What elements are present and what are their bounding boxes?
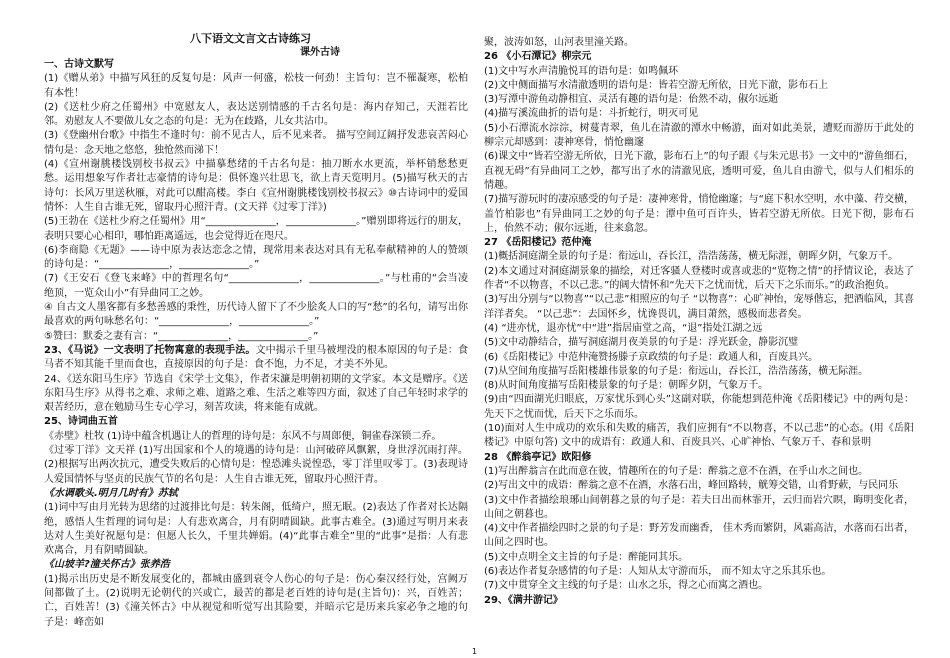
text-line: (1)概括洞庭湖全景的句子是：衔远山，吞长江，浩浩荡荡，横无际涯，朝晖夕阴，气象万千。 xyxy=(484,251,899,263)
text-line: (4) “进亦忧，退亦忧”中“进”指居庙堂之高，“退”指处江湖之远 xyxy=(484,322,763,334)
text-line: (6)表达作者复杂感情的句子是：人知从太守游而乐， 而不知太守之乐其乐也。 xyxy=(484,565,832,577)
document-title: 八下语文文言文古诗练习 xyxy=(190,32,311,45)
page-number: 1 xyxy=(472,647,478,656)
text-line: (1)揭示出历史是不断发展变化的，都城由盛到衰令人伤心的句子是：伤心秦汉经行处，宫阙万间都做了土。(2)说明无论朝代的兴或亡，最苦的都是老百姓的诗句是(主旨句)：兴，百姓苦；亡，百姓苦！(3)《潼关怀古》中从视觉和听觉写出其险要，并暗示它是历来兵家必争之地的句子是：峰峦如 xyxy=(44,573,468,628)
section-heading: 25、诗词曲五首 xyxy=(44,416,118,428)
text-line: 24、《送东阳马生序》节选自《宋学士文集》，作者宋濂是明朝初期的文学家。本文是赠序。《送东阳马生序》从得书之难、求师之难、道路之难、生活之难等四方面，叙述了自己年轻时求学的艰苦经历，意在勉励马生专心学习，刻苦攻读，将来能有成就。 xyxy=(44,373,468,414)
text-line: (4)文中作者描绘四时之景的句子是：野芳发而幽香， 佳木秀而繁阴，风霜高洁，水落而石出者，山间之四时也。 xyxy=(484,523,914,549)
right-column xyxy=(484,36,914,608)
text-line: (10)面对人生中成功的欢乐和失败的痛苦，我们应拥有“不以物喜，不以己悲”的心态。(用《岳阳楼记》中原句答) 文中的成语有：政通人和、百废具兴、心旷神怡、气象万千、春和景明 xyxy=(484,423,914,449)
text-line: (2)《送杜少府之任蜀州》中宽慰友人，表达送别情感的千古名句是：海内存知己，天涯若比邻。劝慰友人不要做儿女之态的句是：无为在歧路，儿女共沾巾。 xyxy=(44,101,468,128)
text-line: (3)写潭中游鱼动静相宜、灵活有趣的语句是：佁然不动，俶尔远逝 xyxy=(484,94,779,106)
text-line: ⑤赞曰：默委之妻有言：“______________，______________。” xyxy=(44,330,319,342)
text-line: (8)从时间角度描写岳阳楼景象的句子是：朝晖夕阴，气象万千。 xyxy=(484,380,769,392)
text-line: 《过零丁洋》文天祥 (1)写出国家和个人的境遇的诗句是：山河破碎风飘絮，身世浮沉雨打萍。(2)根据写出两次抗元，遭受失败后的心情句是：惶恐滩头说惶恐，零丁洋里叹零丁。(3)表现诗人爱国情怀与坚贞的民族气节的名句是：人生自古谁无死，留取丹心照汗青。 xyxy=(44,445,468,485)
lesson-heading: 28 《醉翁亭记》欧阳修 xyxy=(484,451,592,463)
text-line: (2)文中侧面描写水清澈透明的语句是：皆若空游无所依，日光下澈，影布石上 xyxy=(484,79,829,91)
section-heading: 一、古诗文默写 xyxy=(44,59,114,70)
ma-shuo-heading: 23、《马说》一文表明了托物寓意的表现手法。 xyxy=(44,344,256,356)
lesson-heading: 26 《小石潭记》柳宗元 xyxy=(484,51,592,63)
text-line: (7)文中贯穿全文主线的句子是：山水之乐，得之心而寓之酒也。 xyxy=(484,580,769,592)
text-line xyxy=(44,344,468,373)
text-line: (4)描写溪流曲折的语句是：斗折蛇行，明灭可见 xyxy=(484,108,699,120)
text-line: (1)《赠从弟》中描写风狂的反复句是：风声一何盛，松枝一何劲！主旨句：岂不罹凝寒，松柏有本性！ xyxy=(44,73,468,99)
text-line: (1)写出醉翁言在此而意在彼，情趣所在的句子是：醉翁之意不在酒，在乎山水之间也。 xyxy=(484,465,869,477)
text-line: (7)《王安石《登飞来峰》中的哲理名句“______________，______________。”与杜甫的“会当凌绝顶，一览众山小”有异曲同工之妙。 xyxy=(44,273,468,299)
text-line: 聚，波涛如怒，山河表里潼关路。 xyxy=(484,37,634,48)
lesson-heading: 27 《岳阳楼记》范仲淹 xyxy=(484,237,592,249)
lesson-heading: 29、《满井游记》 xyxy=(484,594,563,606)
title-spacer xyxy=(44,36,468,58)
section-label-extra-poems: 课外古诗 xyxy=(300,47,340,58)
text-line: (5)文中动静结合，描写洞庭湖月夜美景的句子是：浮光跃金，静影沉璧 xyxy=(484,337,799,349)
text-line: (6)课文中“皆若空游无所依，日光下澈，影布石上”的句子跟《与朱元思书》一文中的“游鱼细石，直视无碍”有异曲同工之妙，都写出了水的清澈见底，透明可爱，鱼儿自由游弋，似与人们相乐的情趣。 xyxy=(484,151,914,191)
text-line: (7)描写游玩时的凄凉感受的句子是：凄神寒骨，悄怆幽邃；与“庭下积水空明，水中藻、荇交横，盖竹柏影也”有异曲同工之妙的句子是：潭中鱼可百许头，皆若空游无所依。日光下彻，影布石上，佁然不动；俶尔远逝，往来翕忽。 xyxy=(484,194,914,234)
text-line: (5)小石潭流水淙淙，树蔓青翠，鱼儿在清澈的潭水中畅游，面对如此美景，遭贬而游历于此处的柳宗元却感到：凄神寒骨，悄怆幽邃 xyxy=(484,122,914,149)
text-line: (1)词中写由月光转为思绪的过渡排比句是：转朱阁，低绮户，照无眠。(2)表达了作者对长达隔绝，感悟人生哲理的词句是：人有悲欢离合，月有阴晴圆缺。此事古难全。(3)通过写明月来表达对人生美好祝愿句是：但愿人长久，千里共婵娟。(4)“此事古难全”里的“此事”是指：人有悲欢离合，月有阴晴圆缺。 xyxy=(44,502,468,557)
text-line: (3)文中作者描绘琅琊山间朝暮之景的句子是：若夫日出而林霏开，云归而岩穴暝，晦明变化者，山间之朝暮也。 xyxy=(484,494,914,520)
text-line: (4)《宣州谢朓楼饯别校书叔云》中描摹愁绪的千古名句是：抽刀断水水更流，举杯销愁愁更愁。运用想象写作者壮志豪情的诗句是：俱怀逸兴壮思飞，欲上青天览明月。(5)描写秋天的古诗句：长风万里送秋雁，对此可以酣高楼。李白《宣州谢朓楼饯别校书叔云》⑩古诗词中的爱国情怀：人生自古谁无死，留取丹心照汗青。(文天祥《过零丁洋》) xyxy=(44,159,468,213)
text-line: (2)本文通过对洞庭湖景象的描绘，对迁客骚人登楼时或喜或悲的“览物之情”的抒情议论，表达了作者“不以物喜，不以己悲。”的阔大情怀和“先天下之忧而忧，后天下之乐而乐。”的政治抱负。 xyxy=(484,265,914,292)
text-line: (3)《登幽州台歌》中指生不逢时句：前不见古人，后不见来者。 描写空间辽阔抒发悲哀苦闷心情句是：念天地之悠悠，独怆然而涕下！ xyxy=(44,130,468,156)
text-line: (2)写出文中的成语：醉翁之意不在酒，水落石出，峰回路转，觥筹交错，山肴野蔌，与民同乐 xyxy=(484,480,899,492)
text-line: (6)《岳阳楼记》中范仲淹赞扬滕子京政绩的句子是：政通人和，百废具兴。 xyxy=(484,351,819,363)
text-line: (3)写出分别与“以物喜”“以己悲”相照应的句子 “以物喜”：心旷神怡，宠辱偕忘，把酒临风，其喜洋洋者矣。 “以己悲”：去国怀乡，忧谗畏讥，满目萧然，感极而悲者矣。 xyxy=(484,294,914,320)
text-line: (9)由“四面湖光归眼底，万家忧乐到心头”这副对联，你能想到范仲淹《岳阳楼记》中的两句是：先天下之忧而忧，后天下之乐而乐。 xyxy=(484,394,914,420)
text-line: (1)文中写水声清脆悦耳的语句是：如鸣佩环 xyxy=(484,65,679,77)
text-line: (5)王勃在《送杜少府之任蜀州》用“______________，______________。”赠别即将远行的朋友，表明只要心心相印，哪怕距离遥远，也会觉得近在咫尺。 xyxy=(44,216,468,242)
text-line: 《赤壁》杜牧 (1)诗中蕴含机遇让人的哲理的诗句是：东风不与周郎便，铜雀春深锁二乔。 xyxy=(44,430,442,442)
poem-heading: 《水调歌头.明月几时有》苏轼 xyxy=(44,487,178,499)
ma-shuo-text: 文中揭示千里马被埋没的根本原因的句子是：食马者不知其能千里而食也，直接原因的句子是：食不饱，力不足，才美不外见。 xyxy=(44,344,469,371)
left-column xyxy=(44,36,468,630)
poem-heading: 《山坡羊?潼关怀古》张养浩 xyxy=(44,559,170,571)
text-line: (5)文中点明全文主旨的句子是：醉能同其乐。 xyxy=(484,551,689,563)
text-line: (7)从空间角度描写岳阳楼雄伟景象的句子是：衔远山，吞长江，浩浩荡荡，横无际涯。 xyxy=(484,365,869,377)
text-line: (6)李商隐《无题》——诗中原为表达恋念之情，现常用来表达对具有无私奉献精神的人的赞颂的诗句是：“______________，______________。” xyxy=(44,244,468,271)
text-line: ④ 自古文人墨客都有多愁善感的秉性，历代诗人留下了不少脍炙人口的写“愁”的名句，请写出你最喜欢的两句咏愁名句：“______________，______________。” xyxy=(44,302,468,328)
